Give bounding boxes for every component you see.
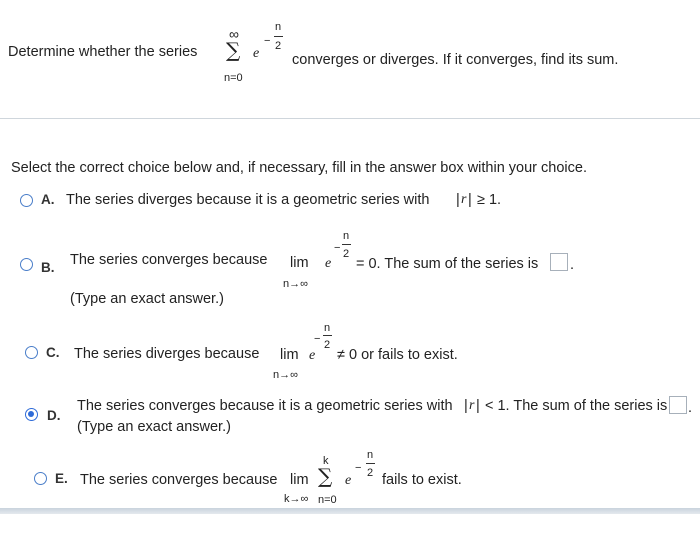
abs-bar-right: | xyxy=(468,192,472,208)
choice-a-tail: ≥ 1. xyxy=(477,192,502,208)
radio-e[interactable] xyxy=(34,472,47,485)
choice-e-sigma: ∑ xyxy=(318,464,333,488)
choice-a-r: r xyxy=(461,192,467,207)
choice-a-letter: A. xyxy=(41,192,55,207)
choice-c-exp-den: 2 xyxy=(324,339,331,351)
choice-e-tail: fails to exist. xyxy=(382,472,462,488)
choice-b-tail: = 0. The sum of the series is xyxy=(356,256,539,272)
choice-d-period: . xyxy=(688,400,693,416)
choice-d-hint: (Type an exact answer.) xyxy=(77,419,231,435)
choice-e-sum-lower: n=0 xyxy=(318,494,337,506)
choice-e-sum-upper: k xyxy=(323,455,329,467)
sigma-symbol: ∑ xyxy=(226,38,241,62)
exp-numerator: n xyxy=(275,21,282,33)
section-divider xyxy=(0,118,700,119)
abs-bar-left-d: | xyxy=(464,398,468,414)
choice-b-lim-sub: n→∞ xyxy=(283,278,308,290)
bottom-bar xyxy=(0,508,700,514)
exp-denominator: 2 xyxy=(275,40,282,52)
choice-e-exp-num: n xyxy=(367,449,374,461)
question-suffix: converges or diverges. If it converges, find its sum. xyxy=(292,52,619,68)
choice-b-answer-box[interactable] xyxy=(550,253,568,271)
choice-c-tail: ≠ 0 or fails to exist. xyxy=(337,347,458,363)
choice-e-exp-bar xyxy=(366,463,375,464)
choice-b-text: The series converges because xyxy=(70,252,268,268)
choice-c-exp-bar xyxy=(323,335,332,336)
choice-b-period: . xyxy=(570,257,575,273)
instructions: Select the correct choice below and, if necessary, fill in the answer box within your choice. xyxy=(11,160,587,176)
choice-c-lim-sub: n→∞ xyxy=(273,369,298,381)
choice-e-exp-sign: − xyxy=(355,462,362,474)
choice-e-lim: lim xyxy=(290,472,309,488)
choice-b-base: e xyxy=(325,256,332,271)
choice-d-r: r xyxy=(469,398,475,413)
choice-b-hint: (Type an exact answer.) xyxy=(70,291,224,307)
choice-e-lim-sub: k→∞ xyxy=(284,493,309,505)
choice-c-base: e xyxy=(309,348,316,363)
choice-d-mid: < 1. The sum of the series is xyxy=(485,398,668,414)
exp-fraction-bar xyxy=(274,36,283,37)
choice-e-letter: E. xyxy=(55,471,68,486)
choice-d-text: The series converges because it is a geometric series with xyxy=(77,398,453,414)
choice-b-letter: B. xyxy=(41,260,55,275)
choice-b-exp-sign: − xyxy=(334,242,341,254)
choice-b-exp-num: n xyxy=(343,230,350,242)
radio-b[interactable] xyxy=(20,258,33,271)
exp-base: e xyxy=(253,46,260,61)
choice-d-letter: D. xyxy=(47,408,61,423)
choice-b-exp-den: 2 xyxy=(343,248,350,260)
choice-e-base: e xyxy=(345,473,352,488)
question-prefix: Determine whether the series xyxy=(8,44,198,60)
choice-c-letter: C. xyxy=(46,345,60,360)
exp-sign: − xyxy=(264,35,271,47)
choice-c-lim: lim xyxy=(280,347,299,363)
choice-e-exp-den: 2 xyxy=(367,467,374,479)
sum-lower-limit: n=0 xyxy=(224,72,243,84)
sum-upper-limit: ∞ xyxy=(229,26,239,42)
choice-a-text: The series diverges because it is a geometric series with xyxy=(66,192,430,208)
choice-e-text: The series converges because xyxy=(80,472,278,488)
choice-b-exp-bar xyxy=(342,244,351,245)
radio-a[interactable] xyxy=(20,194,33,207)
choice-c-text: The series diverges because xyxy=(74,346,260,362)
abs-bar-left: | xyxy=(456,192,460,208)
choice-d-answer-box[interactable] xyxy=(669,396,687,414)
radio-c[interactable] xyxy=(25,346,38,359)
radio-d[interactable] xyxy=(25,408,38,421)
choice-c-exp-num: n xyxy=(324,322,331,334)
choice-c-exp-sign: − xyxy=(314,333,321,345)
choice-b-lim: lim xyxy=(290,255,309,271)
abs-bar-right-d: | xyxy=(476,398,480,414)
